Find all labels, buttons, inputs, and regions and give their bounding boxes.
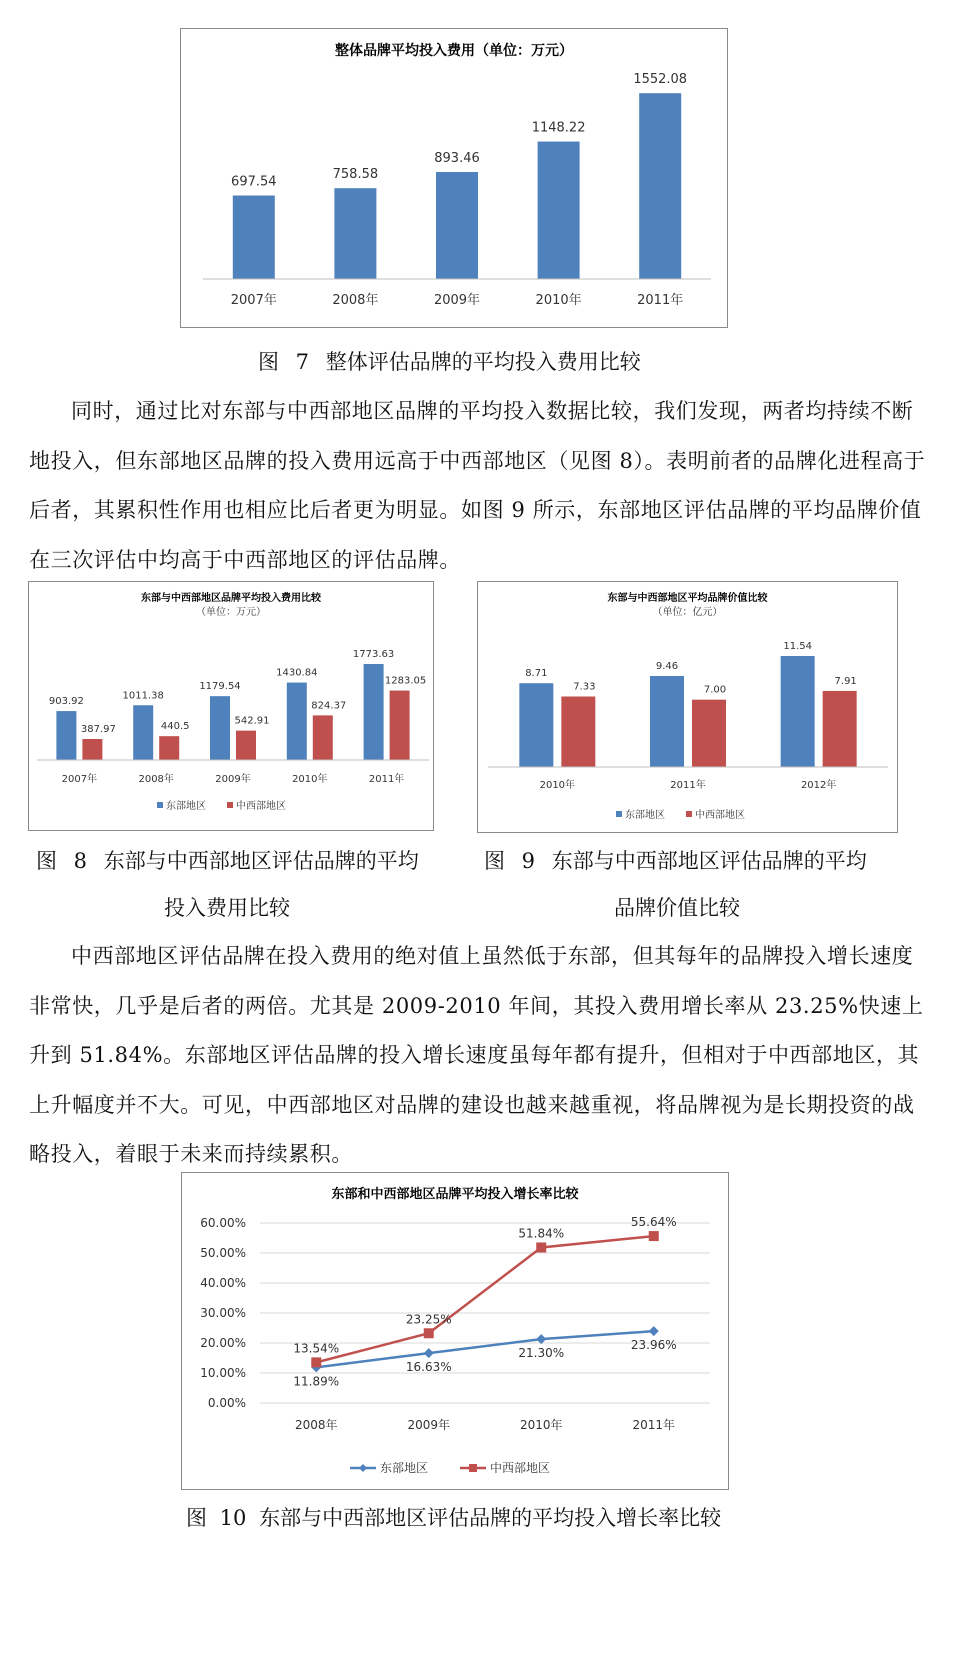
fig8-bar-west: [390, 691, 410, 760]
fig7-bar: [639, 93, 681, 279]
fig10-point-east: [649, 1326, 659, 1336]
fig10-y-tick-label: 40.00%: [200, 1276, 246, 1290]
paragraph-1: 同时，通过比对东部与中西部地区品牌的平均投入数据比较，我们发现，两者均持续不断地投入，但东部地区品牌的投入费用远高于中西部地区（见图 8）。表明前者的品牌化进程高于后者，其累积性作用也相应比后者更为明显。如图 9 所示，东部地区评估品牌的平均品牌价值在三次评估中均高于中西部地区的评估品牌。: [29, 399, 926, 572]
fig10-point-west: [311, 1357, 321, 1367]
fig8-value-label: 824.37: [311, 700, 347, 712]
fig8-category-label: 2007年: [61, 774, 98, 785]
figure-10-chart: [181, 1172, 729, 1490]
fig10-value-label: 23.25%: [405, 1312, 452, 1327]
fig9-bar-west: [823, 691, 857, 767]
fig8-bar-east: [210, 696, 230, 760]
fig10-y-tick-label: 60.00%: [200, 1216, 246, 1230]
figure-10-caption: 图 10 东部与中西部地区评估品牌的平均投入增长率比较: [186, 1506, 722, 1530]
fig7-value-label: 697.54: [231, 174, 277, 190]
fig9-value-label: 7.33: [573, 681, 596, 693]
fig10-category-label: 2010年: [519, 1418, 563, 1432]
fig9-bar-east: [781, 656, 815, 767]
fig8-category-label: 2010年: [292, 774, 328, 785]
fig9-legend-label: 中西部地区: [695, 810, 745, 821]
figure-7-caption: 图 7 整体评估品牌的平均投入费用比较: [258, 350, 641, 374]
fig8-bar-east: [133, 705, 153, 760]
fig7-category-label: 2009年: [433, 293, 481, 308]
fig8-value-label: 1179.54: [199, 681, 241, 693]
fig9-category-label: 2011年: [670, 780, 706, 791]
figure-9-caption-line2: 品牌价值比较: [614, 896, 740, 920]
fig10-value-label: 51.84%: [518, 1226, 565, 1241]
fig8-bar-east: [287, 683, 307, 760]
fig10-y-tick-label: 50.00%: [200, 1246, 246, 1260]
fig10-category-label: 2011年: [632, 1418, 676, 1432]
fig8-bar-west: [313, 715, 333, 760]
fig10-svg: [182, 1173, 728, 1489]
fig9-value-label: 7.91: [834, 675, 857, 687]
fig9-value-label: 7.00: [703, 684, 727, 696]
fig7-bar: [538, 142, 580, 279]
fig10-value-label: 13.54%: [293, 1341, 340, 1356]
fig9-legend-swatch: [616, 811, 622, 817]
fig7-value-label: 758.58: [332, 167, 379, 183]
fig9-category-label: 2012年: [800, 780, 837, 791]
fig9-bar-west: [692, 700, 726, 767]
fig10-legend-marker: [359, 1464, 367, 1472]
fig10-value-label: 23.96%: [630, 1338, 677, 1353]
fig10-value-label: 11.89%: [293, 1374, 340, 1389]
fig7-bar: [436, 172, 478, 279]
fig9-value-label: 11.54: [783, 641, 812, 652]
fig9-subtitle: （单位：亿元）: [652, 607, 723, 618]
fig8-value-label: 1283.05: [384, 675, 427, 687]
fig7-bar: [334, 188, 376, 279]
fig7-value-label: 1552.08: [633, 72, 688, 88]
fig7-bar: [233, 196, 275, 279]
fig8-bar-west: [82, 739, 102, 760]
fig9-category-label: 2010年: [539, 780, 576, 791]
fig7-value-label: 893.46: [434, 151, 480, 167]
fig10-point-west: [536, 1242, 546, 1252]
fig10-value-label: 55.64%: [630, 1215, 677, 1230]
figure-8-caption-line2: 投入费用比较: [164, 896, 290, 920]
fig8-svg: [29, 582, 433, 830]
paragraph-2: 中西部地区评估品牌在投入费用的绝对值上虽然低于东部，但其每年的品牌投入增长速度非常快，几乎是后者的两倍。尤其是 2009-2010 年间，其投入费用增长率从 23.25%快速上升到 51.84%。东部地区评估品牌的投入增长速度虽每年都有提升，但相对于中西部地区，其上升幅度并不大。可见，中西部地区对品牌的建设也越来越重视，将品牌视为是长期投资的战略投入，着眼于未来而持续累积。: [29, 944, 924, 1166]
fig10-y-tick-label: 0.00%: [207, 1396, 246, 1410]
fig10-category-label: 2008年: [294, 1418, 338, 1432]
fig10-legend-label: 东部地区: [380, 1461, 429, 1475]
fig8-value-label: 387.97: [80, 724, 116, 736]
fig10-title: 东部和中西部地区品牌平均投入增长率比较: [331, 1187, 579, 1202]
fig7-svg: [181, 29, 727, 327]
fig8-subtitle: （单位：万元）: [196, 607, 266, 618]
fig10-category-label: 2009年: [407, 1418, 451, 1432]
fig9-bar-east: [650, 676, 684, 767]
fig8-bar-west: [236, 731, 256, 760]
fig10-point-west: [649, 1231, 659, 1241]
fig8-title: 东部与中西部地区品牌平均投入费用比较: [141, 593, 321, 604]
fig7-category-label: 2008年: [332, 293, 379, 308]
fig7-title: 整体品牌平均投入费用（单位：万元）: [335, 43, 573, 59]
fig7-category-label: 2007年: [230, 293, 277, 308]
fig9-legend-label: 东部地区: [625, 810, 665, 821]
fig8-value-label: 542.91: [234, 715, 270, 727]
fig10-point-west: [424, 1328, 434, 1338]
fig8-bar-east: [364, 664, 384, 760]
fig9-title: 东部与中西部地区平均品牌价值比较: [607, 593, 768, 604]
fig7-category-label: 2010年: [535, 293, 582, 308]
fig7-value-label: 1148.22: [531, 120, 586, 136]
fig8-category-label: 2009年: [215, 774, 251, 785]
fig9-value-label: 9.46: [655, 661, 679, 673]
figure-9-caption-line1: 图 9 东部与中西部地区评估品牌的平均: [484, 849, 867, 873]
fig8-value-label: 1430.84: [276, 667, 318, 679]
fig10-value-label: 16.63%: [405, 1360, 452, 1375]
figure-8-chart: [28, 581, 434, 831]
fig10-point-east: [424, 1348, 434, 1358]
fig9-value-label: 8.71: [525, 668, 548, 680]
fig8-legend-label: 东部地区: [166, 801, 206, 812]
fig10-value-label: 21.30%: [518, 1346, 565, 1361]
fig9-legend-swatch: [686, 811, 692, 817]
fig9-bar-east: [519, 683, 553, 767]
fig8-legend-swatch: [157, 802, 163, 808]
fig8-value-label: 1011.38: [122, 690, 164, 702]
fig9-svg: [478, 582, 897, 832]
figure-9-chart: [477, 581, 898, 833]
fig8-category-label: 2008年: [138, 774, 174, 785]
fig8-legend-label: 中西部地区: [236, 801, 286, 812]
fig8-category-label: 2011年: [368, 774, 405, 785]
fig10-legend-label: 中西部地区: [490, 1461, 551, 1475]
fig8-legend-swatch: [227, 802, 233, 808]
fig7-category-label: 2011年: [637, 293, 684, 308]
fig8-value-label: 903.92: [48, 696, 84, 708]
fig8-bar-east: [56, 711, 76, 760]
fig8-value-label: 440.5: [160, 721, 190, 733]
figure-7-chart: [180, 28, 728, 328]
figure-8-caption-line1: 图 8 东部与中西部地区评估品牌的平均: [36, 849, 419, 873]
fig8-value-label: 1773.63: [352, 649, 395, 660]
fig10-y-tick-label: 10.00%: [200, 1366, 246, 1380]
fig9-bar-west: [561, 696, 595, 767]
fig10-legend-marker: [469, 1464, 477, 1472]
fig10-y-tick-label: 20.00%: [200, 1336, 246, 1350]
fig8-bar-west: [159, 736, 179, 760]
fig10-y-tick-label: 30.00%: [200, 1306, 246, 1320]
